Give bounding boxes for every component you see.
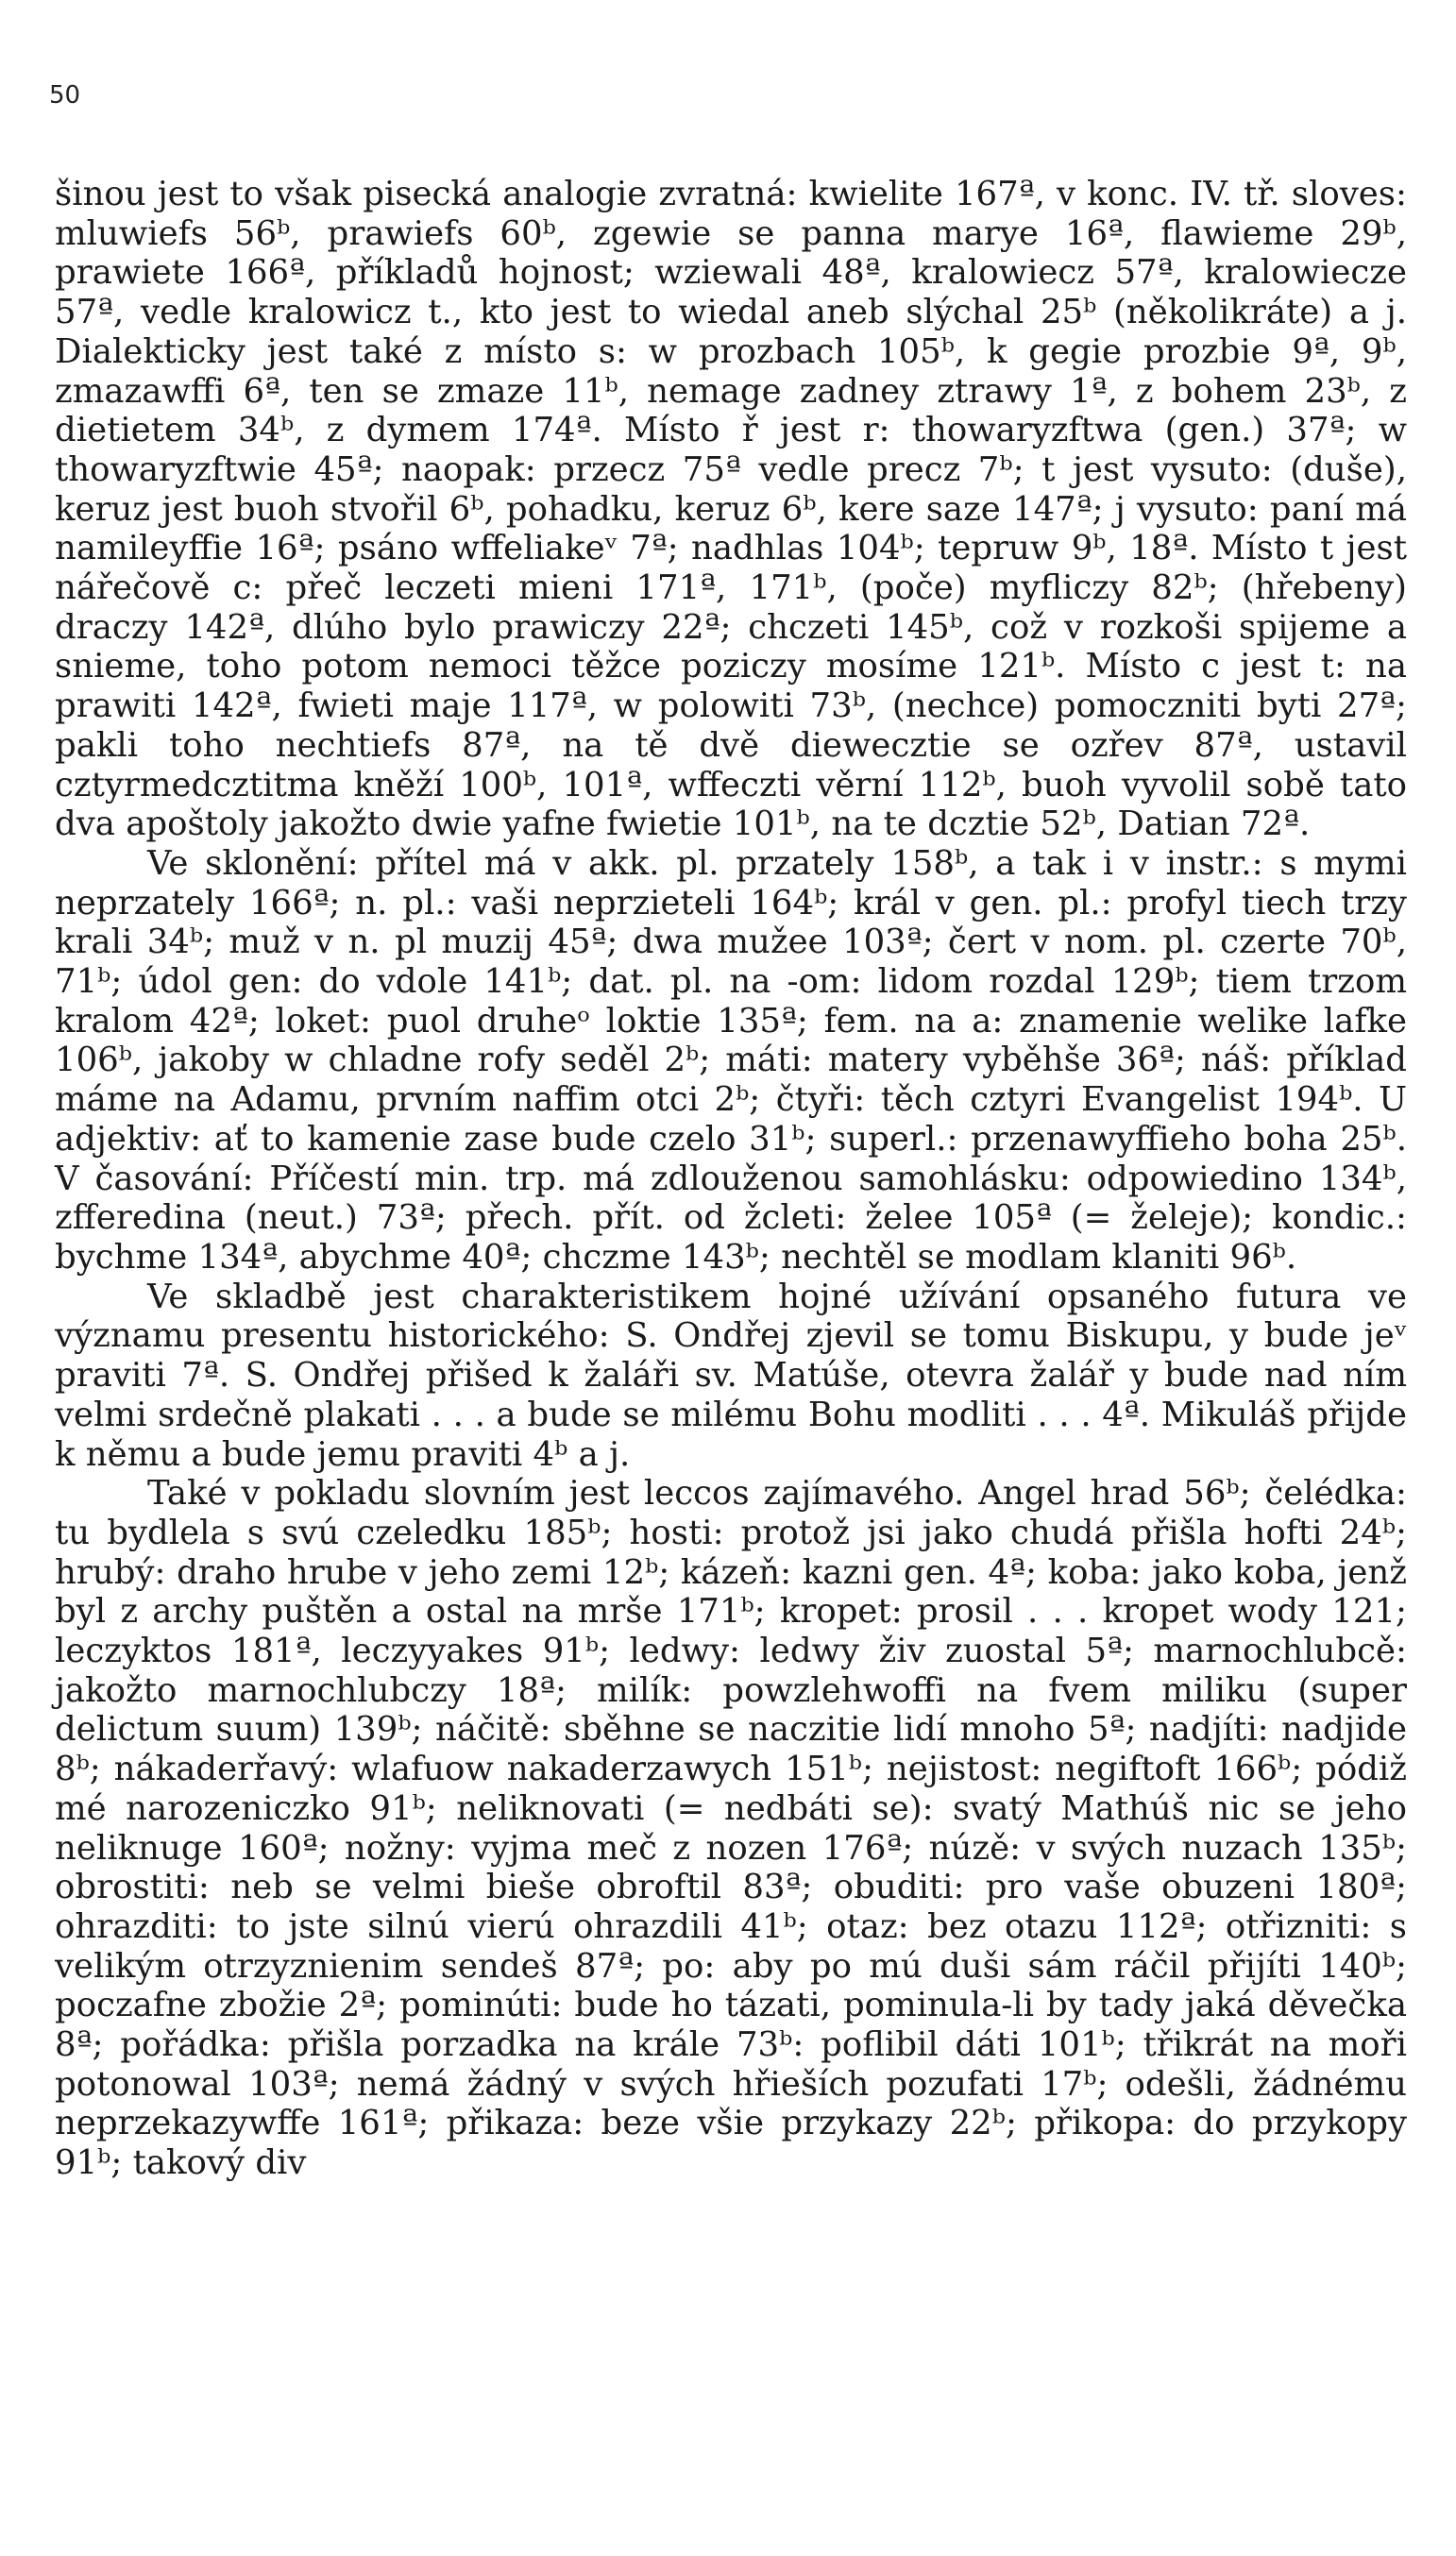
paragraph-vocabulary: Také v pokladu slovním jest leccos zajímavého. Angel hrad 56ᵇ; čelédka: tu bydlela s svú czeledku 185ᵇ; hosti: protož jsi jako chudá přišla hofti 24ᵇ; hrubý: draho hrube v jeho zemi 12ᵇ; kázeň: kazni gen. 4ª; koba: jako koba, jenž byl z archy puštěn a ostal na mrše 171ᵇ; kropet: prosil . . . kropet wody 121; leczyktos 181ª, leczyyakes 91ᵇ; ledwy: ledwy živ zuostal 5ª; marnochlubcě: jakožto marnochlubczy 18ª; milík: powzlehwoffi na fvem miliku (super delictum suum) 139ᵇ; náčitě: sběhne se naczitie lidí mnoho 5ª; nadjíti: nadjide 8ᵇ; nákaderřavý: wlafuow nakaderzawych 151ᵇ; nejistost: negiftoft 166ᵇ; pódiž mé narozeniczko 91ᵇ; neliknovati (= nedbáti se): svatý Mathúš nic se jeho neliknuge 160ª; nožny: vyjma meč z nozen 176ª; núzě: v svých nuzach 135ᵇ; obrostiti: neb se velmi bieše obroftil 83ª; obuditi: pro vaše obuzeni 180ª; ohrazditi: to jste silnú vierú ohrazdili 41ᵇ; otaz: bez otazu 112ª; otřizniti: s velikým otrzyznienim sendeš 87ª; po: aby po mú duši sám ráčil přijíti 140ᵇ; poczafne zbožie 2ª; pominúti: bude ho tázati, pominula-li by tady jaká děvečka 8ª; pořádka: přišla porzadka na krále 73ᵇ: poflibil dáti 101ᵇ; třikrát na moři potonowal 103ª; nemá žádný v svých hřieších pozufati 17ᵇ; odešli, žádnému neprzekazywffe 161ª; přikaza: beze všie przykazy 22ᵇ; přikopa: do przykopy 91ᵇ; takový div: [55, 1474, 1407, 2183]
page-number: 50: [49, 81, 81, 110]
paragraph-syntax: Ve skladbě jest charakteristikem hojné užívání opsaného futura ve významu presentu historického: S. Ondřej zjevil se tomu Biskupu, y bude jeᵛ praviti 7ª. S. Ondřej přišed k žaláři sv. Matúše, otevra žalář y bude nad ním velmi srdečně plakati . . . a bude se milému Bohu modliti . . . 4ª. Mikuláš přijde k němu a bude jemu praviti 4ᵇ a j.: [55, 1277, 1407, 1474]
paragraph-dialect-notes: šinou jest to však pisecká analogie zvratná: kwielite 167ª, v konc. IV. tř. sloves: mluwiefs 56ᵇ, prawiefs 60ᵇ, zgewie se panna marye 16ª, flawieme 29ᵇ, prawiete 166ª, příkladů hojnost; wziewali 48ª, kralowiecz 57ª, kralowiecze 57ª, vedle kralowicz t., kto jest to wiedal aneb slýchal 25ᵇ (několikráte) a j. Dialekticky jest také z místo s: w prozbach 105ᵇ, k gegie prozbie 9ª, 9ᵇ, zmazawffi 6ª, ten se zmaze 11ᵇ, nemage zadney ztrawy 1ª, z bohem 23ᵇ, z dietietem 34ᵇ, z dymem 174ª. Místo ř jest r: thowaryzftwa (gen.) 37ª; w thowaryzftwie 45ª; naopak: przecz 75ª vedle precz 7ᵇ; t jest vysuto: (duše), keruz jest buoh stvořil 6ᵇ, pohadku, keruz 6ᵇ, kere saze 147ª; j vysuto: paní má namileyffie 16ª; psáno wffeliakeᵛ 7ª; nadhlas 104ᵇ; tepruw 9ᵇ, 18ª. Místo t jest nářečově c: přeč leczeti mieni 171ª, 171ᵇ, (poče) myfliczy 82ᵇ; (hřebeny) draczy 142ª, dlúho bylo prawiczy 22ª; chczeti 145ᵇ, což v rozkoši spijeme a snieme, toho potom nemoci těžce poziczy mosíme 121ᵇ. Místo c jest t: na prawiti 142ª, fwieti maje 117ª, w polowiti 73ᵇ, (nechce) pomoczniti byti 27ª; pakli toho nechtiefs 87ª, na tě dvě diewecztie se ozřev 87ª, ustavil cztyrmedcztitma kněží 100ᵇ, 101ª, wffeczti věrní 112ᵇ, buoh vyvolil sobě tato dva apoštoly jakožto dwie yafne fwietie 101ᵇ, na te dcztie 52ᵇ, Datian 72ª.: [55, 175, 1407, 844]
body-text: [55, 175, 1407, 2183]
paragraph-declension: Ve sklonění: přítel má v akk. pl. przately 158ᵇ, a tak i v instr.: s mymi neprzately 166ª; n. pl.: vaši neprzieteli 164ᵇ; král v gen. pl.: profyl tiech trzy krali 34ᵇ; muž v n. pl muzij 45ª; dwa mužee 103ª; čert v nom. pl. czerte 70ᵇ, 71ᵇ; údol gen: do vdole 141ᵇ; dat. pl. na -om: lidom rozdal 129ᵇ; tiem trzom kralom 42ª; loket: puol druheᵒ loktie 135ª; fem. na a: znamenie welike lafke 106ᵇ, jakoby w chladne rofy seděl 2ᵇ; máti: matery vyběhše 36ª; náš: příklad máme na Adamu, prvním naffim otci 2ᵇ; čtyři: těch cztyri Evangelist 194ᵇ. U adjektiv: ať to kamenie zase bude czelo 31ᵇ; superl.: przenawyffieho boha 25ᵇ. V časování: Příčestí min. trp. má zdlouženou samohlásku: odpowiedino 134ᵇ, zfferedina (neut.) 73ª; přech. přít. od žcleti: želee 105ª (= želeje); kondic.: bychme 134ª, abychme 40ª; chczme 143ᵇ; nechtěl se modlam klaniti 96ᵇ.: [55, 843, 1407, 1277]
